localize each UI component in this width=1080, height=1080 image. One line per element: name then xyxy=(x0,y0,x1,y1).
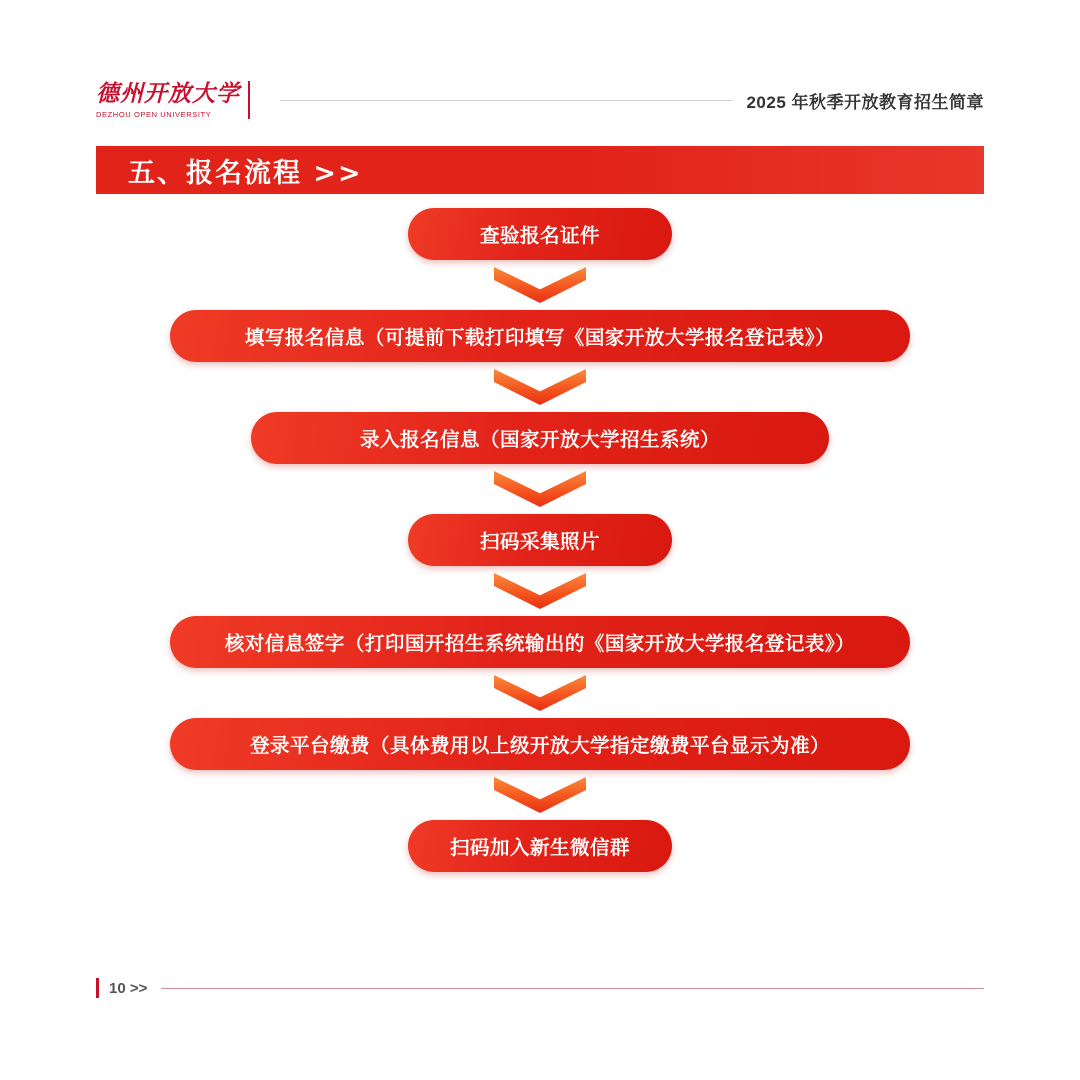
flow-arrow-5 xyxy=(96,668,984,718)
flow-step-7: 扫码加入新生微信群 xyxy=(408,820,672,872)
page-number: 10 >> xyxy=(109,979,148,997)
flow-arrow-4 xyxy=(96,566,984,616)
flow-step-row xyxy=(96,820,984,872)
logo-chinese-name: 德州开放大学 xyxy=(96,79,240,107)
header-title: 2025 年秋季开放教育招生简章 xyxy=(746,92,984,112)
down-arrow-icon xyxy=(494,267,586,303)
flow-step-1: 查验报名证件 xyxy=(408,208,672,260)
flow-step-4: 扫码采集照片 xyxy=(408,514,672,566)
flow-arrow-3 xyxy=(96,464,984,514)
flow-step-6: 登录平台缴费（具体费用以上级开放大学指定缴费平台显示为准） xyxy=(170,718,910,770)
down-arrow-icon xyxy=(494,369,586,405)
page-footer xyxy=(96,978,984,998)
flow-step-2: 填写报名信息（可提前下载打印填写《国家开放大学报名登记表》） xyxy=(170,310,910,362)
down-arrow-icon xyxy=(494,777,586,813)
section-banner xyxy=(96,146,984,194)
flow-step-5: 核对信息签字（打印国开招生系统输出的《国家开放大学报名登记表》） xyxy=(170,616,910,668)
flow-arrow-2 xyxy=(96,362,984,412)
page-header xyxy=(96,70,984,130)
flow-step-row xyxy=(96,310,984,362)
flow-step-row xyxy=(96,514,984,566)
down-arrow-icon xyxy=(494,675,586,711)
flow-step-row xyxy=(96,412,984,464)
registration-flowchart xyxy=(96,208,984,872)
flow-step-3: 录入报名信息（国家开放大学招生系统） xyxy=(251,412,829,464)
flow-arrow-1 xyxy=(96,260,984,310)
section-title: 五、报名流程 >> xyxy=(128,157,363,189)
footer-rule xyxy=(161,988,984,989)
down-arrow-icon xyxy=(494,471,586,507)
logo-divider xyxy=(248,81,250,119)
header-rule xyxy=(280,100,732,101)
university-logo xyxy=(96,79,240,120)
logo-english-name: DEZHOU OPEN UNIVERSITY xyxy=(96,110,212,120)
down-arrow-icon xyxy=(494,573,586,609)
flow-arrow-6 xyxy=(96,770,984,820)
flow-step-row xyxy=(96,616,984,668)
flow-step-row xyxy=(96,718,984,770)
footer-accent-bar xyxy=(96,978,99,998)
flow-step-row xyxy=(96,208,984,260)
